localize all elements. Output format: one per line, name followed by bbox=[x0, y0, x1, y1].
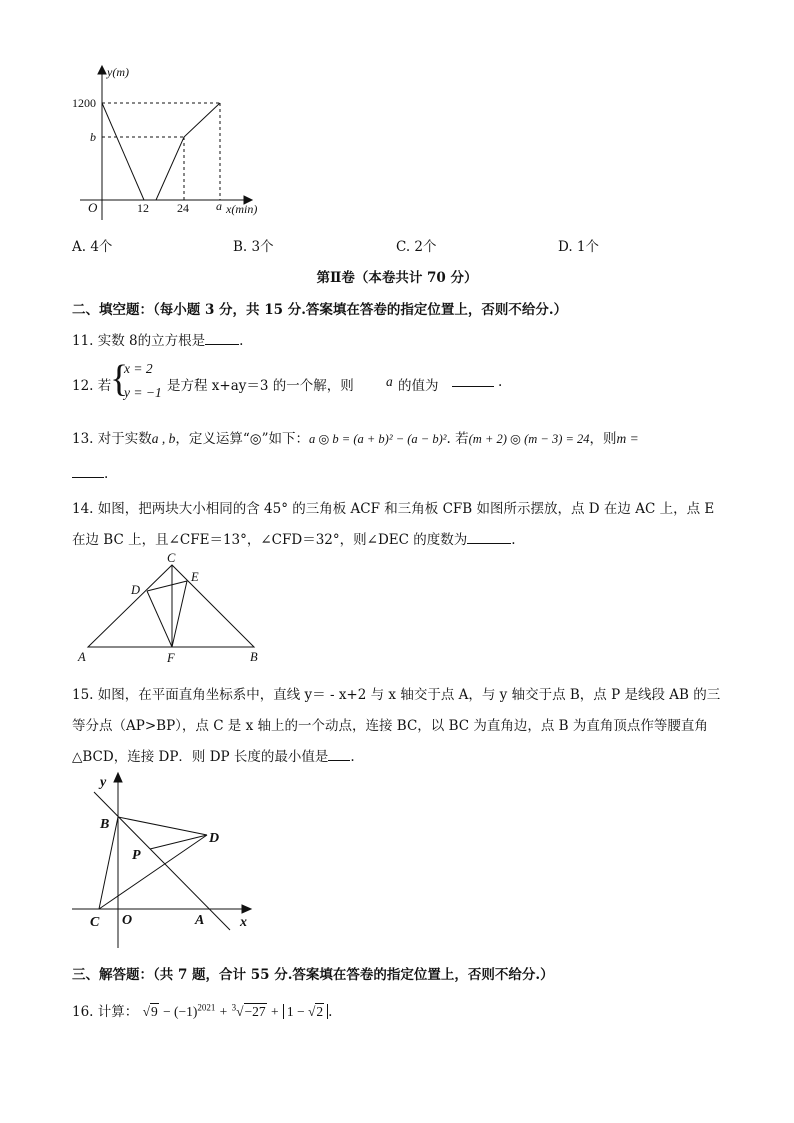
y-tick-b: b bbox=[90, 130, 96, 144]
section2-title: 二、填空题：（每小题 3 分，共 15 分.答案填在答卷的指定位置上，否则不给分.） bbox=[72, 302, 568, 318]
q14-line2: 在边 BC 上，且∠CFE＝13°，∠CFD＝32°，则∠DEC 的度数为 bbox=[72, 532, 468, 548]
x-tick-24: 24 bbox=[177, 201, 189, 215]
q13-end: . bbox=[104, 466, 109, 482]
y-axis-arrow bbox=[114, 773, 122, 782]
origin-label: O bbox=[88, 200, 98, 215]
q16-term2: − (−1) bbox=[163, 1004, 198, 1019]
x-tick-12: 12 bbox=[137, 201, 149, 215]
question-15-line1: 15. 如图，在平面直角坐标系中，直线 y＝ - x+2 与 x 轴交于点 A，与 y 轴交于点 B，点 P 是线段 AB 的三 bbox=[72, 687, 721, 703]
q12-answer-blank[interactable] bbox=[452, 374, 494, 387]
label-F: F bbox=[167, 651, 175, 665]
label-C: C bbox=[90, 915, 100, 930]
outer-triangle-ACB bbox=[88, 565, 254, 647]
q11-end: . bbox=[239, 333, 244, 349]
question-13 bbox=[72, 427, 639, 447]
q13-answer-blank[interactable] bbox=[72, 465, 104, 478]
sqrt-2-radicand: 2 bbox=[316, 1004, 324, 1019]
question-15-line3 bbox=[72, 745, 355, 765]
cube-root: $^3$√−27 bbox=[231, 1002, 266, 1019]
label-A: A bbox=[78, 650, 86, 664]
label-x: x bbox=[240, 915, 247, 930]
sqrt-9: √9 bbox=[142, 1004, 158, 1019]
option-b: B. 3个 bbox=[233, 239, 274, 255]
q12-end: . bbox=[498, 374, 503, 390]
q12-brace: { bbox=[110, 358, 129, 400]
q15-end: . bbox=[350, 749, 355, 765]
question-13-line2 bbox=[72, 465, 108, 482]
cube-root-index: 3 bbox=[231, 1002, 237, 1013]
y-axis-arrow bbox=[98, 66, 106, 74]
q13-cond-suffix: ，则 bbox=[589, 431, 617, 447]
q13-cond: (m + 2) ◎ (m − 3) = 24 bbox=[468, 432, 590, 446]
q16-prefix: 16. 计算： bbox=[72, 1004, 139, 1020]
question-14-line2 bbox=[72, 528, 516, 548]
segment-DE bbox=[147, 581, 187, 591]
x-axis-arrow bbox=[242, 905, 251, 913]
q14-end: . bbox=[511, 532, 516, 548]
x-axis-label: x(min) bbox=[226, 202, 258, 216]
q13-formula: a ◎ b = (a + b)² − (a − b)² bbox=[308, 432, 447, 446]
q12-middle: 是方程 x+ay＝3 的一个解，则 bbox=[167, 378, 354, 394]
label-C: C bbox=[167, 551, 176, 565]
q15-answer-blank[interactable] bbox=[328, 748, 350, 761]
q16-exponent: 2021 bbox=[197, 1002, 216, 1013]
sqrt-9-radicand: 9 bbox=[150, 1004, 158, 1019]
segment-DF bbox=[147, 591, 172, 647]
q14-answer-blank[interactable] bbox=[467, 531, 511, 544]
question-15-line2: 等分点（AP>BP），点 C 是 x 轴上的一个动点，连接 BC，以 BC 为直角边，点 B 为直角顶点作等腰直角 bbox=[72, 718, 708, 734]
option-c: C. 2个 bbox=[396, 239, 437, 255]
segment-CD bbox=[99, 835, 207, 909]
q12-sys-line2: y = −1 bbox=[124, 385, 162, 400]
q16-end: . bbox=[328, 1004, 333, 1020]
q16-plus1: + bbox=[219, 1004, 228, 1019]
q12-prefix: 12. 若 bbox=[72, 378, 112, 394]
graph-line-2 bbox=[156, 103, 220, 200]
q12-sys-line1: x = 2 bbox=[124, 361, 153, 376]
segment-PD bbox=[150, 835, 207, 849]
label-P: P bbox=[132, 848, 141, 863]
triangle-figure bbox=[70, 548, 270, 668]
question-14-line1: 14. 如图，把两块大小相同的含 45° 的三角板 ACF 和三角板 CFB 如图所示摆放，点 D 在边 AC 上，点 E bbox=[72, 501, 715, 517]
coordinate-figure bbox=[62, 768, 262, 953]
q13-cond-prefix: . 若 bbox=[446, 431, 469, 447]
option-d: D. 1个 bbox=[558, 239, 600, 255]
label-D: D bbox=[209, 831, 220, 846]
distance-time-graph bbox=[60, 60, 290, 225]
label-y: y bbox=[100, 775, 107, 790]
q11-text: 11. 实数 8的立方根是 bbox=[72, 333, 206, 349]
q13-def: ，定义运算“◎”如下： bbox=[175, 431, 309, 447]
q12-var: a bbox=[386, 374, 393, 389]
q15-line3: △BCD，连接 DP．则 DP 长度的最小值是 bbox=[72, 749, 329, 765]
label-B: B bbox=[250, 650, 258, 664]
label-E: E bbox=[191, 570, 199, 584]
question-11 bbox=[72, 329, 243, 349]
label-O: O bbox=[122, 913, 133, 928]
label-D: D bbox=[131, 583, 141, 597]
abs-part1: 1 − bbox=[286, 1004, 305, 1019]
option-a: A. 4个 bbox=[72, 239, 113, 255]
question-16 bbox=[72, 1000, 332, 1020]
label-B: B bbox=[100, 817, 110, 832]
section3-title: 三、解答题：（共 7 题，合计 55 分.答案填在答卷的指定位置上，否则不给分.） bbox=[72, 967, 554, 983]
q13-ask: m = bbox=[616, 431, 639, 446]
q13-vars: a , b bbox=[151, 431, 176, 446]
q16-plus2: + bbox=[270, 1004, 279, 1019]
graph-line-1 bbox=[102, 103, 144, 200]
cube-root-radicand: −27 bbox=[244, 1004, 266, 1019]
y-tick-1200: 1200 bbox=[72, 96, 96, 110]
q12-suffix: 的值为 bbox=[398, 378, 439, 394]
segment-BD bbox=[118, 817, 207, 835]
label-A: A bbox=[195, 913, 205, 928]
x-tick-a: a bbox=[216, 199, 222, 213]
q11-answer-blank[interactable] bbox=[205, 332, 239, 345]
q13-line1: 13. 对于实数 bbox=[72, 431, 152, 447]
part2-title: 第Ⅱ卷（本卷共计 70 分） bbox=[316, 270, 478, 286]
absolute-value: 1 − √2 bbox=[283, 1004, 328, 1019]
segment-EF bbox=[172, 581, 187, 647]
y-axis-label: y(m) bbox=[107, 65, 129, 79]
